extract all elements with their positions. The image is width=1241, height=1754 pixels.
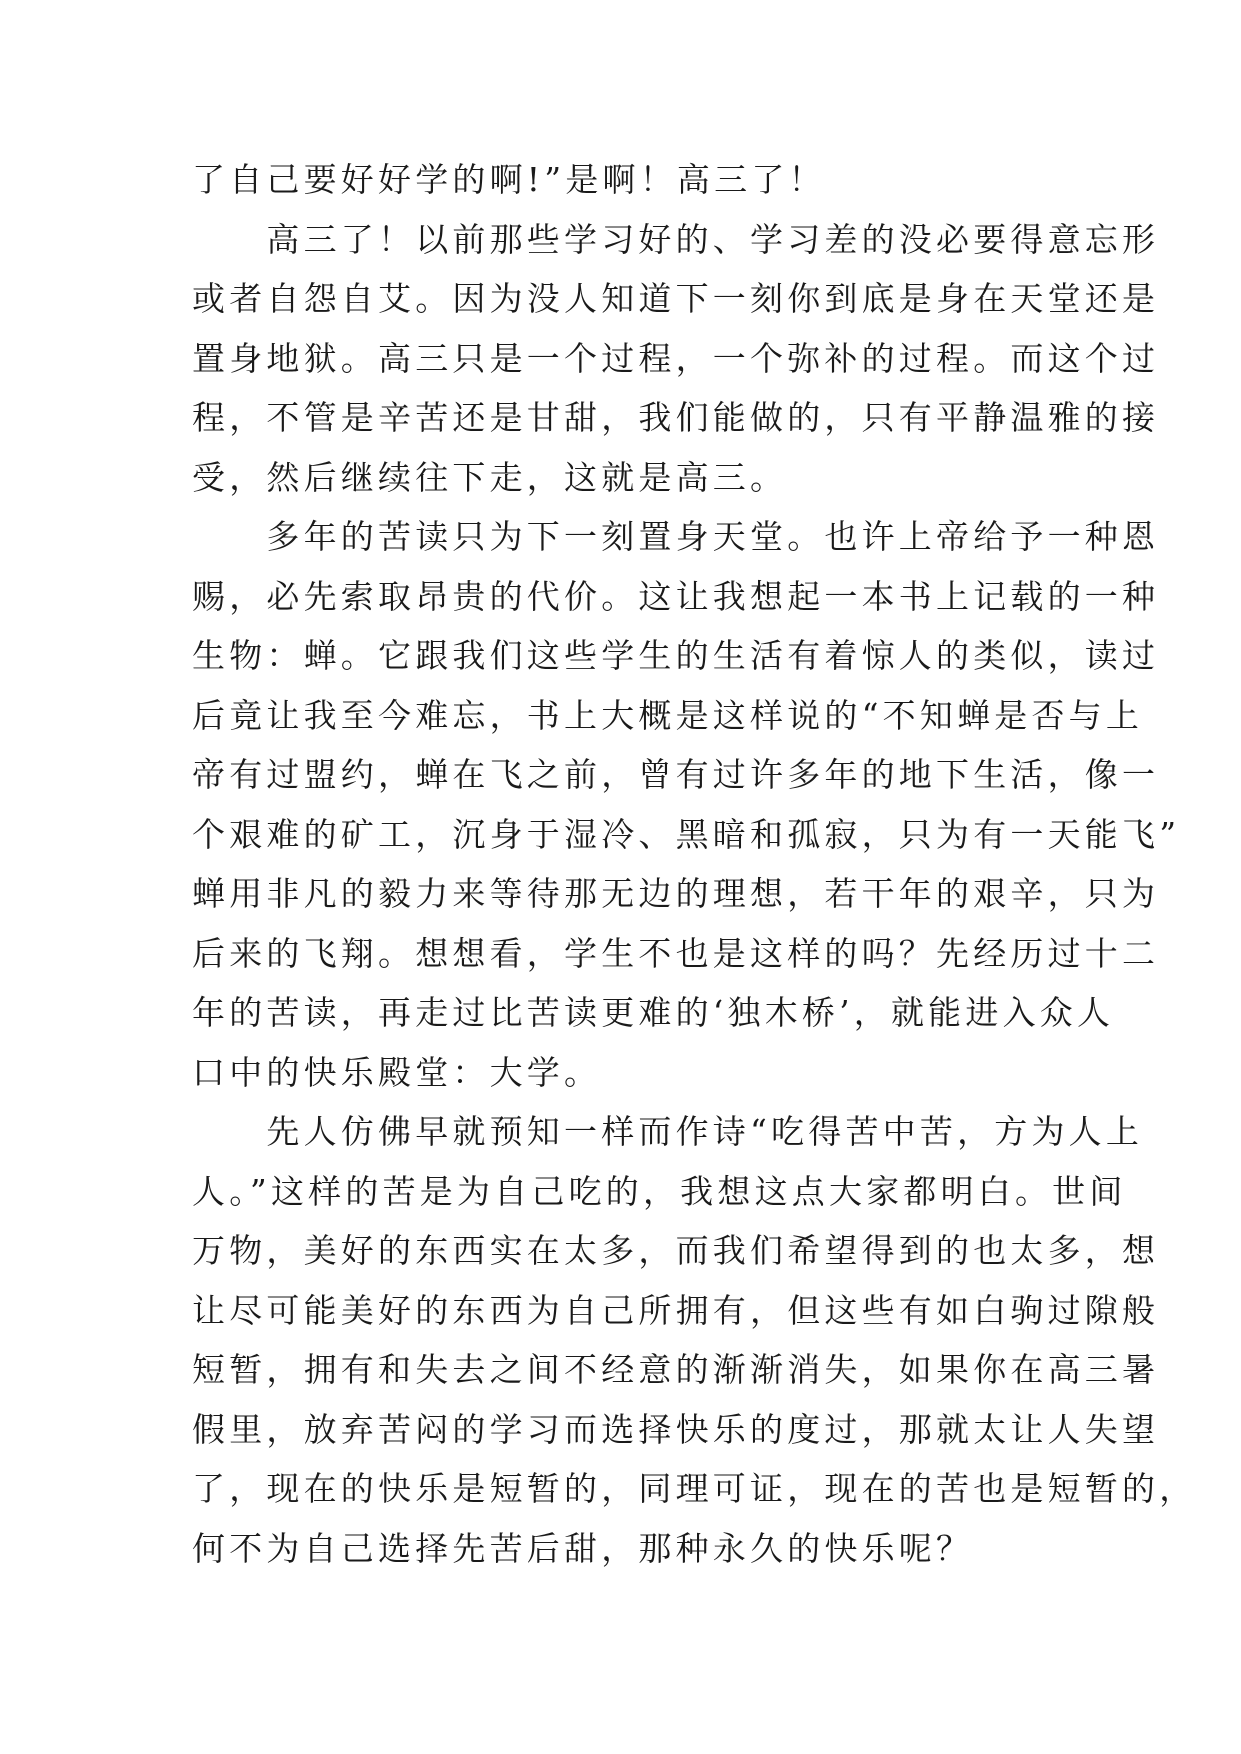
text-line: 先人仿佛早就预知一样而作诗“吃得苦中苦，方为人上 <box>192 1112 1144 1151</box>
text-line: 假里，放弃苦闷的学习而选择快乐的度过，那就太让人失望 <box>192 1409 1160 1449</box>
text-line: 个艰难的矿工，沉身于湿冷、黑暗和孤寂，只为有一天能飞” <box>192 814 1181 854</box>
text-line: 高三了！以前那些学习好的、学习差的没必要得意忘形 <box>192 219 1160 259</box>
text-line: 人。”这样的苦是为自己吃的，我想这点大家都明白。世间 <box>192 1171 1127 1211</box>
text-line: 或者自怨自艾。因为没人知道下一刻你到底是身在天堂还是 <box>192 279 1160 318</box>
text-line: 万物，美好的东西实在太多，而我们希望得到的也太多，想 <box>192 1231 1160 1270</box>
text-line: 生物：蝉。它跟我们这些学生的生活有着惊人的类似，读过 <box>192 636 1160 675</box>
text-line: 何不为自己选择先苦后甜，那种永久的快乐呢？ <box>192 1528 974 1568</box>
text-line: 多年的苦读只为下一刻置身天堂。也许上帝给予一种恩 <box>192 517 1160 556</box>
text-line: 后竟让我至今难忘，书上大概是这样说的“不知蝉是否与上 <box>192 695 1144 735</box>
text-line: 置身地狱。高三只是一个过程，一个弥补的过程。而这个过 <box>192 338 1160 378</box>
text-line: 后来的飞翔。想想看，学生不也是这样的吗？先经历过十二 <box>192 933 1160 973</box>
text-line: 受，然后继续往下走，这就是高三。 <box>192 457 788 497</box>
essay-body <box>192 150 1197 1578</box>
text-line: 口中的快乐殿堂：大学。 <box>192 1052 602 1092</box>
text-line: 了，现在的快乐是短暂的，同理可证，现在的苦也是短暂的， <box>192 1469 1197 1508</box>
text-line: 程，不管是辛苦还是甘甜，我们能做的，只有平静温雅的接 <box>192 398 1160 437</box>
text-line: 帝有过盟约，蝉在飞之前，曾有过许多年的地下生活，像一 <box>192 755 1160 794</box>
text-line: 赐，必先索取昂贵的代价。这让我想起一本书上记载的一种 <box>192 576 1160 616</box>
text-line: 短暂，拥有和失去之间不经意的渐渐消失，如果你在高三暑 <box>192 1350 1160 1389</box>
text-line: 蝉用非凡的毅力来等待那无边的理想，若干年的艰辛，只为 <box>192 874 1160 913</box>
text-line: 年的苦读，再走过比苦读更难的‘独木桥’，就能进入众人 <box>192 993 1115 1032</box>
text-line: 让尽可能美好的东西为自己所拥有，但这些有如白驹过隙般 <box>192 1290 1160 1330</box>
text-line: 了自己要好好学的啊!”是啊！高三了！ <box>192 160 826 199</box>
